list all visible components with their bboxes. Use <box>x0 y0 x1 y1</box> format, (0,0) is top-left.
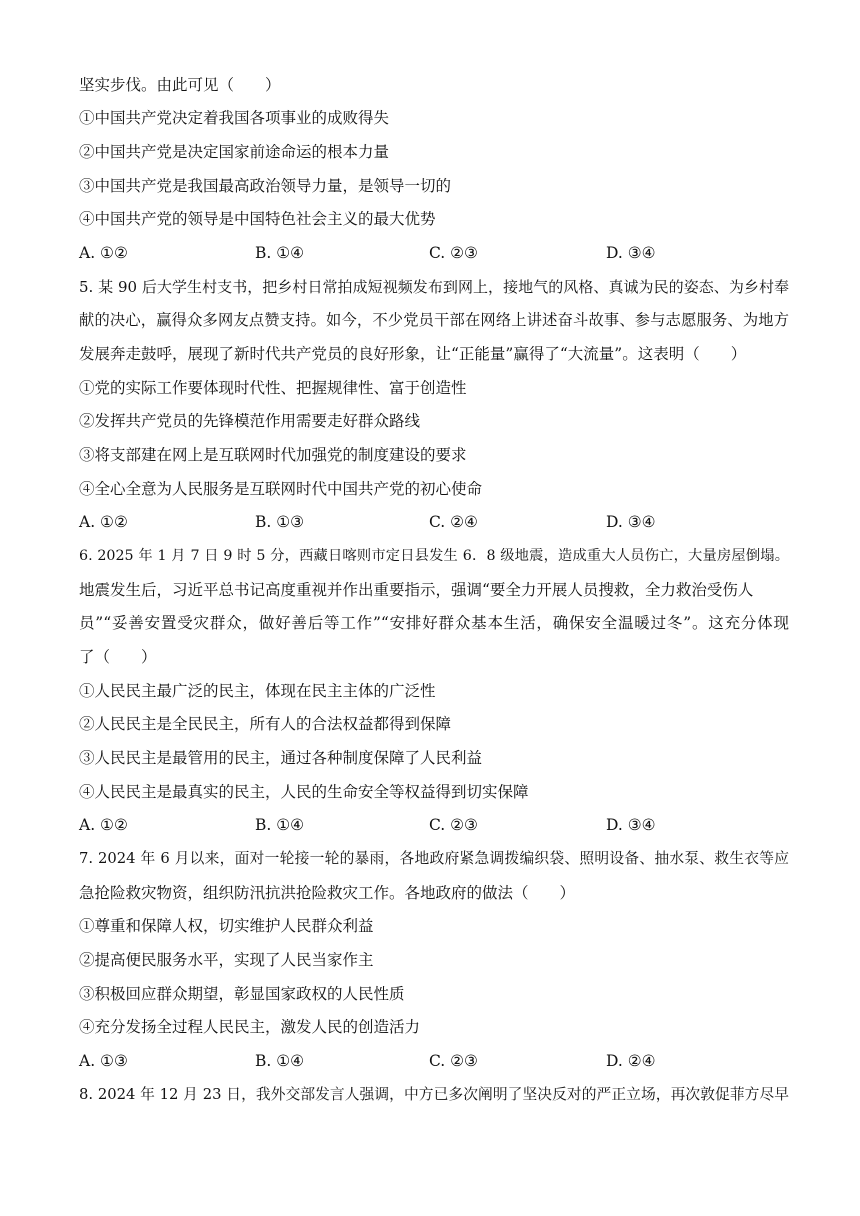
q6-option-d[interactable]: D. ③④ <box>606 816 656 834</box>
q6-stem-line-2: 地震发生后，习近平总书记高度重视并作出重要指示，强调“要全力开展人员搜救，全力救治受伤人 <box>79 581 754 599</box>
q4-option-d[interactable]: D. ③④ <box>606 244 656 262</box>
q5-item-3: ③将支部建在网上是互联网时代加强党的制度建设的要求 <box>79 446 467 464</box>
q7-options <box>79 1051 799 1071</box>
q7-option-b[interactable]: B. ①④ <box>255 1052 305 1070</box>
q5-stem-line-3: 发展奔走鼓呼，展现了新时代共产党员的良好形象，让“正能量”赢得了“大流量”。这表明（ ） <box>79 345 747 363</box>
q7-option-c[interactable]: C. ②③ <box>429 1052 478 1070</box>
q5-stem-line-1: 5. 某 90 后大学生村支书，把乡村日常拍成短视频发布到网上，接地气的风格、真诚为民的姿态、为乡村奉 <box>79 278 789 296</box>
q7-option-d[interactable]: D. ②④ <box>606 1052 656 1070</box>
q6-option-c[interactable]: C. ②③ <box>429 816 478 834</box>
q5-stem-line-2: 献的决心，赢得众多网友点赞支持。如今，不少党员干部在网络上讲述奋斗故事、参与志愿服务、为地方 <box>79 311 789 329</box>
q5-item-4: ④全心全意为人民服务是互联网时代中国共产党的初心使命 <box>79 480 483 498</box>
q6-option-b[interactable]: B. ①④ <box>255 816 305 834</box>
q7-item-1: ①尊重和保障人权，切实维护人民群众利益 <box>79 917 374 935</box>
q5-options <box>79 512 799 532</box>
q4-stem-tail: 坚实步伐。由此可见（ ） <box>79 76 281 94</box>
q4-options <box>79 243 799 263</box>
q4-item-1: ①中国共产党决定着我国各项事业的成败得失 <box>79 109 390 127</box>
q5-option-a[interactable]: A. ①② <box>79 513 128 531</box>
q6-option-a[interactable]: A. ①② <box>79 816 128 834</box>
q6-stem-line-4: 了（ ） <box>79 648 157 666</box>
q6-options <box>79 815 799 835</box>
q6-item-3: ③人民民主是最管用的民主，通过各种制度保障了人民利益 <box>79 749 483 767</box>
q6-item-4: ④人民民主是最真实的民主，人民的生命安全等权益得到切实保障 <box>79 783 529 801</box>
q6-stem-line-1: 6. 2025 年 1 月 7 日 9 时 5 分，西藏日喀则市定日县发生 6．8 级地震，造成重大人员伤亡，大量房屋倒塌。 <box>79 548 789 564</box>
q5-option-c[interactable]: C. ②④ <box>429 513 478 531</box>
q7-option-a[interactable]: A. ①③ <box>79 1052 128 1070</box>
q5-option-d[interactable]: D. ③④ <box>606 513 656 531</box>
q7-stem-line-2: 急抢险救灾物资，组织防汛抗洪抢险救灾工作。各地政府的做法（ ） <box>79 884 576 902</box>
q6-item-2: ②人民民主是全民民主，所有人的合法权益都得到保障 <box>79 715 452 733</box>
q5-option-b[interactable]: B. ①③ <box>255 513 305 531</box>
q4-option-b[interactable]: B. ①④ <box>255 244 305 262</box>
q5-item-2: ②发挥共产党员的先锋模范作用需要走好群众路线 <box>79 412 421 430</box>
q7-stem-line-1: 7. 2024 年 6 月以来，面对一轮接一轮的暴雨，各地政府紧急调拨编织袋、照明设备、抽水泵、救生衣等应 <box>79 850 789 867</box>
q5-item-1: ①党的实际工作要体现时代性、把握规律性、富于创造性 <box>79 379 467 397</box>
q8-stem-line-1: 8. 2024 年 12 月 23 日，我外交部发言人强调，中方已多次阐明了坚决反对的严正立场，再次敦促菲方尽早 <box>79 1086 789 1103</box>
q4-option-c[interactable]: C. ②③ <box>429 244 478 262</box>
q4-option-a[interactable]: A. ①② <box>79 244 128 262</box>
q6-stem-line-3: 员”“妥善安置受灾群众，做好善后等工作”“安排好群众基本生活，确保安全温暖过冬”。这充分体现 <box>79 614 789 632</box>
q4-item-2: ②中国共产党是决定国家前途命运的根本力量 <box>79 143 390 161</box>
q7-item-4: ④充分发扬全过程人民民主，激发人民的创造活力 <box>79 1018 421 1036</box>
q4-item-3: ③中国共产党是我国最高政治领导力量，是领导一切的 <box>79 177 452 195</box>
q4-item-4: ④中国共产党的领导是中国特色社会主义的最大优势 <box>79 210 436 228</box>
q7-item-3: ③积极回应群众期望，彰显国家政权的人民性质 <box>79 985 405 1003</box>
q6-item-1: ①人民民主最广泛的民主，体现在民主主体的广泛性 <box>79 682 436 700</box>
q7-item-2: ②提高便民服务水平，实现了人民当家作主 <box>79 951 374 969</box>
